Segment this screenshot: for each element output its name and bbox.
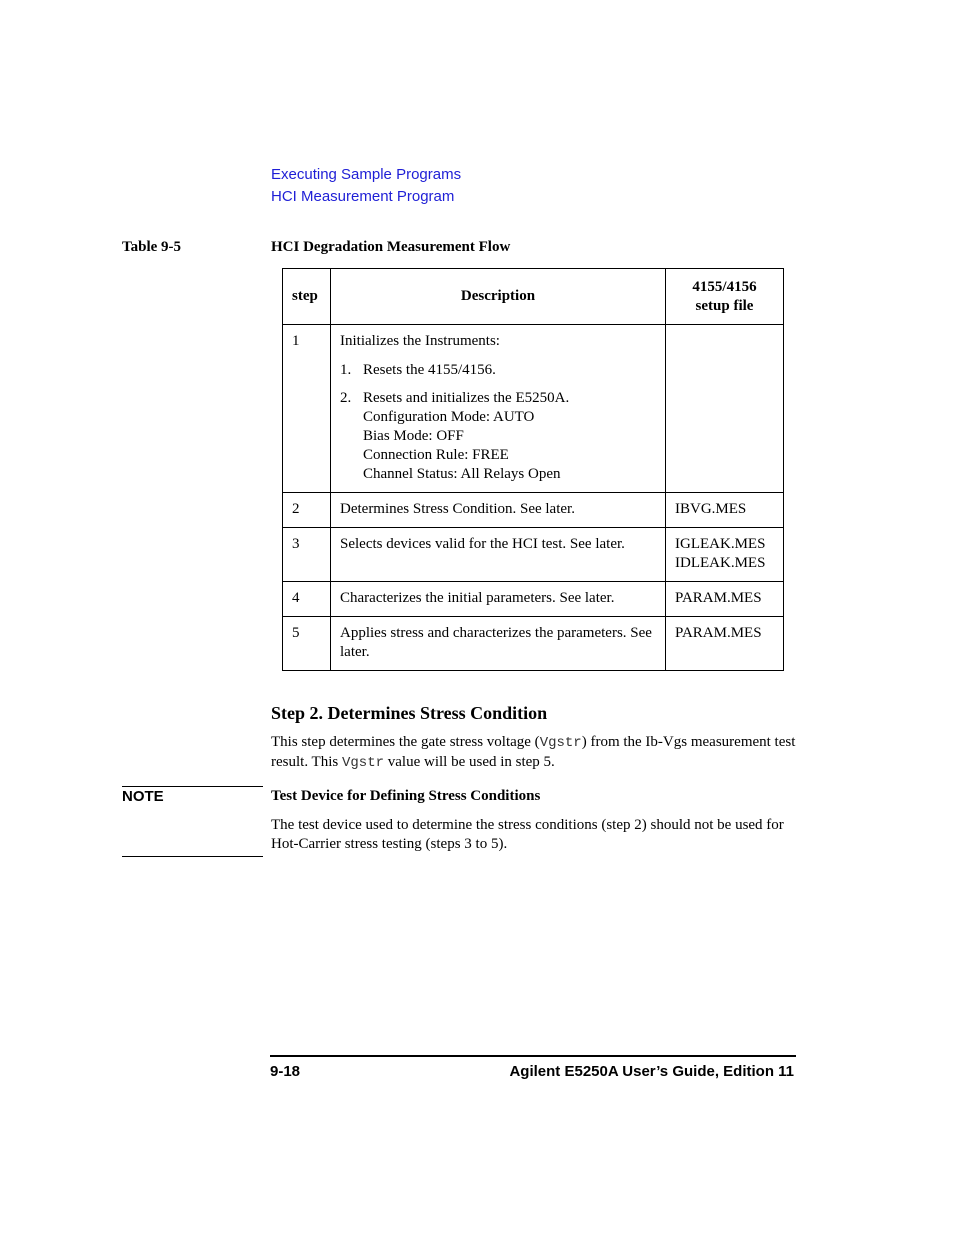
table-row [283,617,784,671]
cell-description: Determines Stress Condition. See later. [331,493,666,528]
substep-item [340,389,656,484]
cell-description: Selects devices valid for the HCI test. See later. [331,528,666,582]
substep-line: Configuration Mode: AUTO [363,409,535,425]
code-vgstr: Vgstr [341,755,384,771]
substep-line: Resets the 4155/4156. [363,362,496,378]
footer-rule [270,1055,796,1057]
paragraph-text: This step determines the gate stress voltage ( [271,734,540,750]
document-title: Agilent E5250A User’s Guide, Edition 11 [509,1063,794,1080]
cell-step: 3 [283,528,331,582]
table-row [283,582,784,617]
breadcrumb-link-hci-measurement-program[interactable]: HCI Measurement Program [271,188,455,205]
note-title: Test Device for Defining Stress Conditions [271,788,541,804]
table-row [283,493,784,528]
cell-description: Characterizes the initial parameters. See later. [331,582,666,617]
note-body: The test device used to determine the stress conditions (step 2) should not be used for Hot-Carrier stress testing (steps 3 to 5). [271,817,784,852]
setup-file-name: PARAM.MES [675,625,762,641]
header-setup-file [666,269,784,325]
cell-setup-file [666,493,784,528]
note-bottom-rule [122,856,263,857]
setup-file-name: PARAM.MES [675,590,762,606]
section-heading: Step 2. Determines Stress Condition [271,703,548,723]
table-number: Table 9-5 [122,239,182,255]
header-step: step [283,269,331,325]
code-vgstr: Vgstr [539,735,582,751]
setup-file-name: IGLEAK.MES [675,536,766,552]
setup-file-name: IBVG.MES [675,501,747,517]
cell-step: 2 [283,493,331,528]
breadcrumb-link-executing-sample-programs[interactable]: Executing Sample Programs [271,166,462,183]
page-number: 9-18 [270,1063,301,1080]
description-text: Initializes the Instruments: [340,333,500,349]
cell-description: Applies stress and characterizes the parameters. See later. [331,617,666,671]
table-header-row [283,269,784,325]
table-row [283,325,784,493]
substep-item [340,361,656,380]
cell-setup-file [666,617,784,671]
header-description: Description [331,269,666,325]
cell-description [331,325,666,493]
note-top-rule [122,786,263,787]
paragraph-text: value will be used in step 5. [384,754,555,770]
cell-setup-file [666,582,784,617]
table-title: HCI Degradation Measurement Flow [271,239,511,255]
setup-file-name: IDLEAK.MES [675,555,766,571]
substep-line: Connection Rule: FREE [363,447,509,463]
note-label: NOTE [122,788,164,805]
cell-step: 4 [283,582,331,617]
section-paragraph [271,733,796,773]
substep-line: Resets and initializes the E5250A. [363,390,570,406]
substep-line: Bias Mode: OFF [363,428,464,444]
cell-setup-file [666,325,784,493]
paragraph-text: ) from the Ib-Vgs measurement test result. This [271,734,796,770]
measurement-flow-table [282,268,784,671]
header-setup-line2: setup file [695,297,754,314]
cell-setup-file [666,528,784,582]
cell-step: 5 [283,617,331,671]
substep-list [340,361,656,484]
header-setup-line1: 4155/4156 [692,278,757,295]
table-row [283,528,784,582]
substep-line: Channel Status: All Relays Open [363,466,561,482]
substep-number: 1. [340,362,352,378]
cell-step: 1 [283,325,331,493]
substep-number: 2. [340,390,352,406]
